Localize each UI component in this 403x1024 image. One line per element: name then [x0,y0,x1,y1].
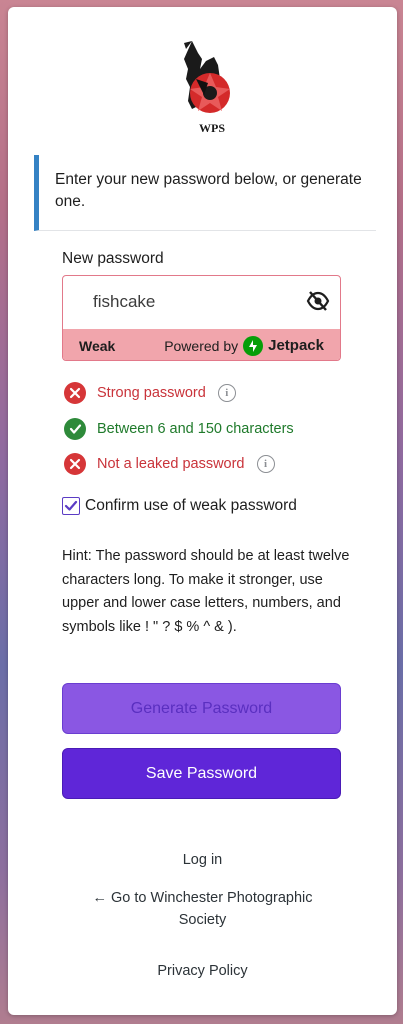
info-icon[interactable]: i [257,455,275,473]
login-link[interactable]: Log in [182,852,223,868]
back-to-site-text[interactable]: ← Go to Winchester Photographic Society [92,890,313,928]
powered-by [164,336,324,356]
password-hint: Hint: The password should be at least twelve characters long. To make it stronger, use upper and lower case letters, numbers, and symbols like ! " ? $ % ^ & ). [62,548,350,635]
requirement-text: Not a leaked password [97,456,245,472]
confirm-label: Confirm use of weak password [85,497,297,514]
generate-password-button[interactable]: Generate Password [62,683,341,734]
privacy-policy-link[interactable]: Privacy Policy [157,963,248,979]
error-icon [64,382,86,404]
requirement-length [64,418,294,440]
requirement-text: Between 6 and 150 characters [97,421,294,437]
password-input[interactable] [63,276,340,328]
save-password-button[interactable]: Save Password [62,748,341,799]
jetpack-text: Jetpack [268,337,324,354]
requirement-leaked [64,453,275,475]
login-card [8,7,397,1015]
eye-slash-icon[interactable] [306,290,330,312]
error-icon [64,453,86,475]
confirm-weak-password[interactable] [62,497,297,515]
logo-text: WPS [198,121,226,135]
notice-message: Enter your new password below, or generate one. [34,155,376,231]
password-field-container [62,275,341,361]
strength-label: Weak [79,337,116,354]
password-strength-bar [63,329,340,361]
back-to-site-link[interactable] [8,887,397,931]
info-icon[interactable]: i [218,384,236,402]
requirement-strong [64,382,236,404]
confirm-checkbox[interactable] [62,497,80,515]
requirement-text: Strong password [97,385,206,401]
wps-logo [178,39,238,137]
powered-by-text: Powered by [164,337,239,354]
jetpack-icon [243,336,263,356]
check-icon [64,418,86,440]
new-password-label: New password [62,250,164,267]
